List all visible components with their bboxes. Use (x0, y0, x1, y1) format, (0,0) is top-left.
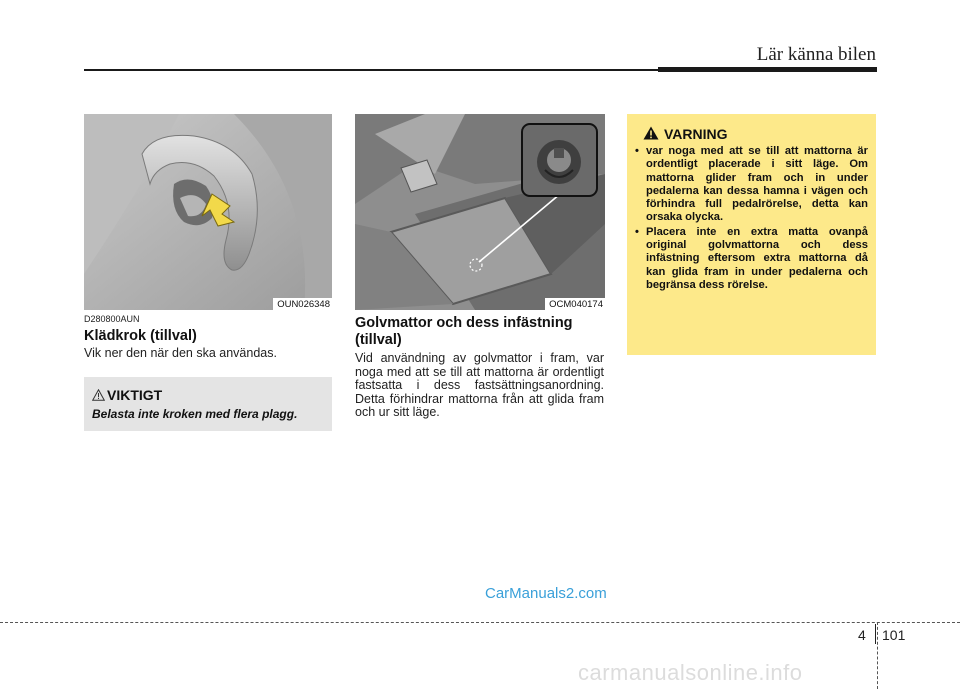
floor-mat-text: Vid användning av golvmattor i fram, var noga med att se till att mattorna är ordentligt fastsatta i dess fastsättningsanordning. Detta förhindrar mattorna från att glida fram och ur sitt läge. (355, 351, 604, 420)
page-number: 101 (882, 627, 906, 643)
warning-item: • var noga med att se till att mattorna är ordentligt placerade i sitt läge. Om mattorna glider fram och in under pedalerna kan dessa hamna i vägen och förhindra full pedalrörelse, detta kan orsaka olycka. (635, 145, 868, 225)
footer-rule (0, 622, 960, 623)
site-watermark: CarManuals2.com (485, 585, 607, 602)
notice-title: VIKTIGT (107, 387, 163, 403)
document-code: D280800AUN (84, 314, 140, 324)
warning-title: VARNING (664, 126, 728, 142)
chapter-number: 4 (858, 627, 866, 643)
bottom-watermark: carmanualsonline.info (578, 660, 803, 685)
header-rule-accent (658, 67, 877, 72)
footer-divider (877, 622, 878, 689)
caution-icon (92, 389, 105, 401)
page-number-separator (875, 624, 876, 644)
coat-hook-photo (84, 114, 332, 310)
chapter-title: Lär känna bilen (756, 44, 876, 65)
coat-hook-text: Vik ner den när den ska användas. (84, 346, 277, 360)
floor-mat-heading-line1: Golvmattor och dess infästning (355, 315, 573, 331)
image-code: OCM040174 (545, 298, 605, 310)
coat-hook-heading: Klädkrok (tillval) (84, 328, 197, 344)
floor-mat-photo (355, 114, 605, 310)
warning-icon (643, 126, 659, 140)
notice-text: Belasta inte kroken med flera plagg. (92, 407, 298, 421)
floor-mat-heading-line2: (tillval) (355, 332, 402, 348)
image-code: OUN026348 (273, 298, 332, 310)
warning-list (635, 145, 868, 293)
warning-item: • Placera inte en extra matta ovanpå original golvmattorna och dess infästning eftersom extra mattorna då kan glida fram in under pedalerna och begränsa dess rörelse. (635, 226, 868, 292)
warning-box (627, 114, 876, 355)
notice-box (84, 377, 332, 431)
